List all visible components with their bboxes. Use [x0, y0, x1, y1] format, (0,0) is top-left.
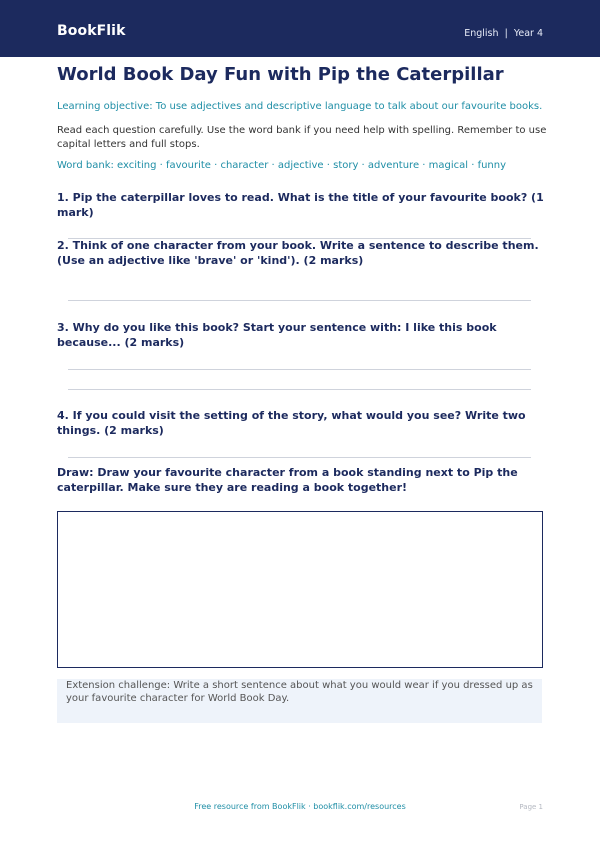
- year-label: Year 4: [513, 28, 543, 39]
- learning-objective: Learning objective: To use adjectives and descriptive language to talk about our favourite books.: [57, 101, 543, 112]
- draw-prompt: Draw: Draw your favourite character from a book standing next to Pip the caterpillar. Make sure they are reading a book together!: [57, 466, 518, 494]
- word-bank: Word bank: exciting · favourite · character · adjective · story · adventure · magical · funny: [57, 160, 507, 171]
- question-2: 2. Think of one character from your book. Write a sentence to describe them. (Use an adjective like 'brave' or 'kind'). (2 marks): [57, 239, 539, 267]
- instructions-text: Read each question carefully. Use the word bank if you need help with spelling. Remember to use capital letters and full stops.: [57, 125, 547, 150]
- drawing-box[interactable]: [57, 511, 543, 668]
- extension-challenge: [57, 679, 542, 723]
- footer-credit: Free resource from BookFlik · bookflik.com/resources: [194, 802, 406, 811]
- answer-line-q4[interactable]: [68, 457, 531, 458]
- answer-line-q3a[interactable]: [68, 369, 531, 370]
- question-4: 4. If you could visit the setting of the story, what would you see? Write two things. (2 marks): [57, 409, 526, 437]
- extension-text: Extension challenge: Write a short sentence about what you would wear if you dressed up as your favourite character for World Book Day.: [66, 680, 533, 704]
- worksheet-title: World Book Day Fun with Pip the Caterpillar: [57, 64, 504, 85]
- page-number: Page 1: [519, 803, 543, 811]
- question-1: 1. Pip the caterpillar loves to read. What is the title of your favourite book? (1 mark): [57, 191, 544, 219]
- page-header: [0, 0, 600, 57]
- subject-label: English: [464, 28, 499, 39]
- meta-separator: |: [504, 28, 508, 39]
- brand-logo: BookFlik: [57, 23, 126, 39]
- answer-line-q3b[interactable]: [68, 389, 531, 390]
- subject-year-label: [464, 28, 543, 39]
- answer-line-q2[interactable]: [68, 300, 531, 301]
- question-3: 3. Why do you like this book? Start your sentence with: I like this book because... (2 marks): [57, 321, 497, 349]
